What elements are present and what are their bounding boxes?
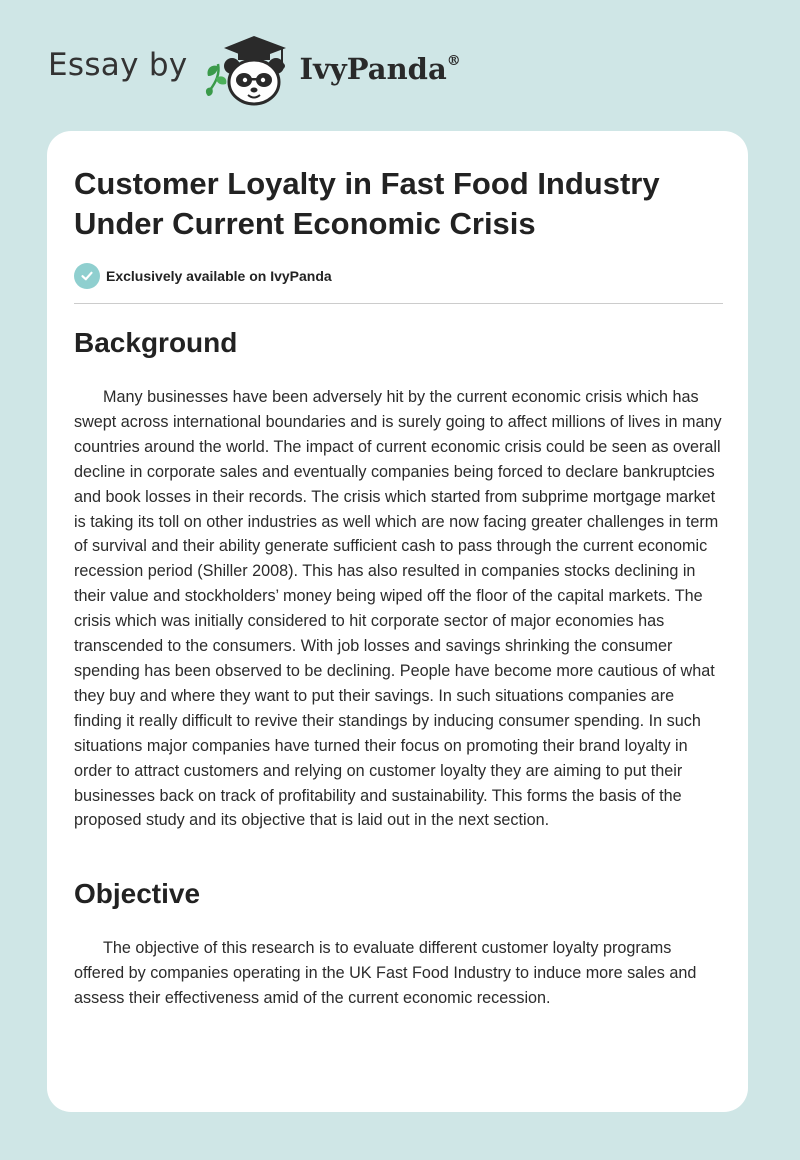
background-paragraph: Many businesses have been adversely hit by the current economic crisis which has swept across international boundaries and is surely going to affect millions of lives in many countries around the world. The impact of current economic crisis could be seen as overall decline in corporate sales and eventually companies being forced to declare bankruptcies and book losses in their records. The crisis which started from subprime mortgage market is taking its toll on other industries as well which are now facing greater challenges in term of survival and their ability generate sufficient cash to pass through the current economic recession period (Shiller 2008). This has also resulted in companies stocks declining in their value and stockholders’ money being wiped off the floor of the capital markets. The crisis which was initially considered to hit corporate sector of major economies has transcended to the consumers. With job losses and savings shrinking the consumer spending has been observed to be declining. People have become more cautious of what they buy and where they want to put their savings. In such situations companies are finding it really difficult to revive their standings by inducing consumer spending. In such situations major companies have turned their focus on promoting their brand loyalty in order to attract customers and relying on customer loyalty they are aiming to put their businesses back on track of profitability and sustainability. This forms the basis of the proposed study and its objective that is laid out in the next section. [74,388,722,830]
exclusive-label: Exclusively available on IvyPanda [106,268,332,284]
essay-by-label: Essay by [48,47,188,83]
panda-graduate-icon [202,30,294,110]
divider [74,303,723,304]
brand-name: IvyPanda® [299,52,461,86]
essay-card [47,131,748,1112]
section-heading-objective: Objective [74,878,201,909]
page-title: Customer Loyalty in Fast Food Industry Under Current Economic Crisis [74,166,660,241]
site-header [48,30,461,110]
exclusive-badge [74,263,332,289]
section-heading-background: Background [74,327,238,358]
objective-paragraph: The objective of this research is to evaluate different customer loyalty programs offered by companies operating in the UK Fast Food Industry to induce more sales and assess their effectiveness amid of the current economic recession. [74,939,697,1007]
check-icon [74,263,100,289]
registered-mark: ® [446,53,461,69]
